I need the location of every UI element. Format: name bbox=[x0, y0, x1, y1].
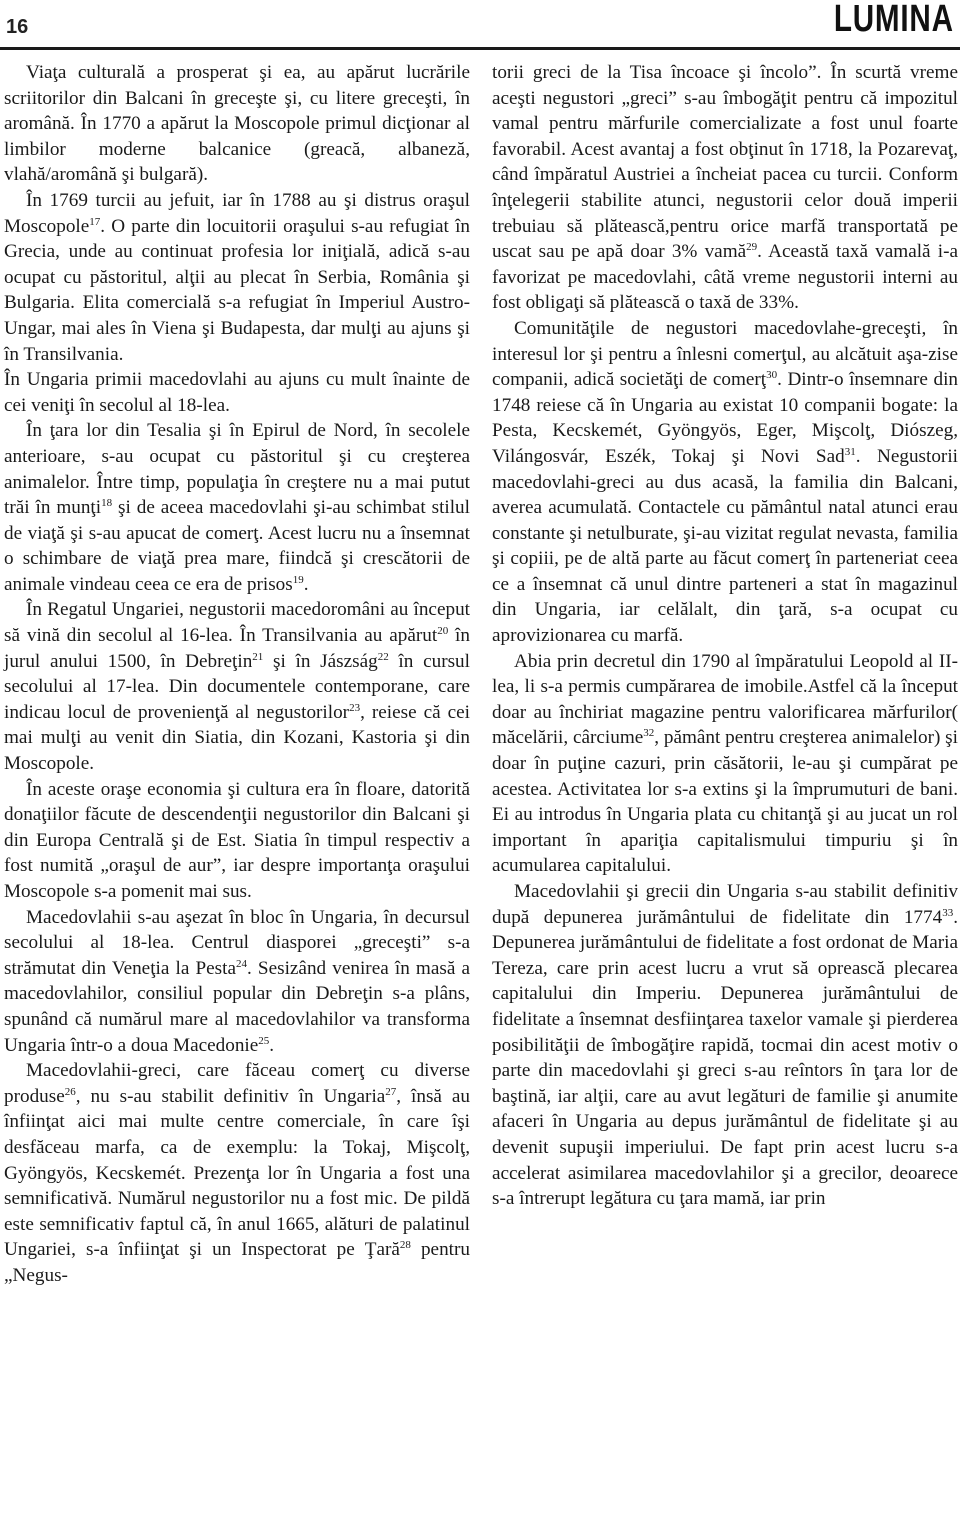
header-rule bbox=[0, 47, 960, 50]
paragraph: Comunităţile de negustori macedovlahe-greceşti, în interesul lor şi pentru a înlesni comerţul, au alcătuit aşa-zise companii, adică societăţi de comerţ$^{30}$. Dintr-o însemnare din 1748 reiese că în Ungaria au existat 10 companii bogate: la Pesta, Kecskemét, Gyöngyös, Eger, Mişcolţ, Diószeg, Vilángosvár, Eszék, Tokaj şi Novi Sad$^{31}$. Negustorii macedovlahi-greci au dus acasă, la familia din Balcani, averea acumulată. Contactele cu pământul natal atunci erau constante şi netulburate, şi-au vizitat regulat nevasta, familia şi copiii, pe de altă parte au făcut comerţ în parteneriat ceea ce a însemnat că unul dintre parteneri a stat în magazinul din Ungaria, iar celălalt, din ţară, s-a ocupat cu aprovizionarea cu marfă. bbox=[492, 317, 958, 647]
page-header bbox=[0, 0, 960, 48]
paragraph: Macedovlahii-greci, care făceau comerţ cu diverse produse$^{26}$, nu s-au stabilit definitiv în Ungaria$^{27}$, însă au înfiinţat aici mai multe centre comerciale, în care îşi desfăceau marfa, ca de exemplu: la Tokaj, Mişcolţ, Gyöngyös, Kecskemét. Prezenţa lor în Ungaria a fost una semnificativă. Numărul negustorilor nu a fost mic. De pildă este semnificativ faptul că, în anul 1665, alături de palatinul Ungariei, s-a înfiinţat şi un Inspectorat pe Ţară$^{28}$ pentru „Negus- bbox=[4, 1060, 470, 1286]
paragraph: În ţara lor din Tesalia şi în Epirul de Nord, în secolele anterioare, s-au ocupat cu păstoritul şi cu creşterea animalelor. Între timp, populaţia în creştere nu a mai putut trăi în munţi$^{18}$ şi de aceea macedovlahi şi-au schimbat stilul de viaţă şi s-au apucat de comerţ. Acest lucru nu a însemnat o schimbare de viaţă prea mare, fiindcă şi crescătorii de animale vindeau ceea ce era de prisos$^{19}$. bbox=[4, 420, 470, 595]
paragraph: În Ungaria primii macedovlahi au ajuns cu mult înainte de cei veniţi în secolul al 18-lea. bbox=[4, 369, 470, 416]
paragraph: În Regatul Ungariei, negustorii macedoromâni au început să vină din secolul al 16-lea. În Transilvania au apărut$^{20}$ în jurul anului 1500, în Debreţin$^{21}$ şi în Jászság$^{22}$ în cursul secolului al 17-lea. Din documentele contemporane, care indicau locul de provenienţă al negustorilor$^{23}$, reiese că cei mai mulţi au venit din Siatia, din Kozani, Kastoria şi din Moscopole. bbox=[4, 599, 470, 775]
paragraph: În aceste oraşe economia şi cultura era în floare, datorită donaţiilor făcute de descendenţii negustorilor din Balcani şi din Europa Centrală şi de Est. Siatia în timpul respectiv a fost numită „oraşul de aur”, iar despre importanţa oraşului Moscopole s-a pomenit mai sus. bbox=[4, 778, 470, 902]
paragraph: torii greci de la Tisa încoace şi încolo”. În scurtă vreme aceşti negustori „greci” s-au îmbogăţit pentru că impozitul vamal pentru mărfurile comercializate a fost unul foarte favorabil. Acest avantaj a fost obţinut în 1718, la Pozarevaţ, când împăratul Austriei a încheiat pacea cu turcii. Conform înţelegerii stabilite atunci, negustorii celor două imperii trebuiau să plătească,pentru orice marfă transportată pe uscat sau pe apă doar 3% vamă$^{29}$. Această taxă vamală i-a favorizat pe macedovlahi, câtă vreme negustorii interni au fost obligaţi să plătească o taxă de 33%. bbox=[492, 62, 958, 314]
paragraph: Abia prin decretul din 1790 al împăratului Leopold al II-lea, li s-a permis cumpărarea de imobile.Astfel că la început doar au închiriat magazine pentru valorificarea mărfurilor( măcelării, cârciume$^{32}$, pământ pentru creşterea animalelor) şi doar în puţine cazuri, prin căsătorii, le-au şi cumpărat pe acestea. Activitatea lor s-a extins şi la împrumuturi de bani. Ei au introdus în Ungaria plata cu chitanţă şi au jucat un rol important în apariţia capitalismului timpuriu şi în acumularea capitalului. bbox=[492, 650, 958, 877]
journal-title: LUMINA bbox=[834, 0, 954, 40]
paragraph: În 1769 turcii au jefuit, iar în 1788 au şi distrus oraşul Moscopole$^{17}$. O parte din locuitorii oraşului s-au refugiat în Grecia, unde au continuat profesia lor iniţială, adică s-au ocupat cu păstoritul, alţii au plecat în Serbia, România şi Bulgaria. Elita comercială s-a refugiat în Imperiul Austro-Ungar, mai ales în Viena şi Budapesta, dar mulţi au ajuns şi în Transilvania. bbox=[4, 189, 470, 365]
paragraph: Macedovlahii s-au aşezat în bloc în Ungaria, în decursul secolului al 18-lea. Centrul diasporei „greceşti” s-a strămutat din Veneţia la Pesta$^{24}$. Sesizând venirea în masă a macedovlahilor, consiliul popular din Debreţin s-a plâns, spunând că numărul mare al macedovlahilor va transforma Ungaria într-o a doua Macedonie$^{25}$. bbox=[4, 906, 470, 1056]
page-number: 16 bbox=[6, 16, 29, 38]
right-column bbox=[492, 60, 958, 1212]
paragraph: Viaţa culturală a prosperat şi ea, au apărut lucrările scriitorilor din Balcani în greceşte şi, cu litere greceşti, în aromână. În 1770 a apărut la Moscopole primul dicţionar al limbilor moderne balcanice (greacă, albaneză, vlahă/aromână şi bulgară). bbox=[4, 62, 470, 186]
paragraph: Macedovlahii şi grecii din Ungaria s-au stabilit definitiv după depunerea jurământului de fidelitate din 1774$^{33}$. Depunerea jurământului de fidelitate a fost ordonat de Maria Tereza, care prin acest lucru a vrut să oprească plecarea capitalului din Imperiu. Depunerea jurământului de fidelitate a însemnat desfiinţarea taxelor vamale şi pierderea posibilităţii de îmbogăţire rapidă, tocmai din acest motiv o parte din macedovlahi şi greci s-au reîntors în ţara lor de baştină, iar alţii, care au avut legături de familie şi anumite afaceri în Ungaria au depus jurământul de fidelitate şi au devenit supuşii imperiului. De fapt prin acest lucru s-a accelerat asimilarea macedovlahilor şi a grecilor, deoarece s-a întrerupt legătura cu ţara mamă, iar prin bbox=[492, 881, 958, 1210]
left-column bbox=[4, 60, 470, 1289]
